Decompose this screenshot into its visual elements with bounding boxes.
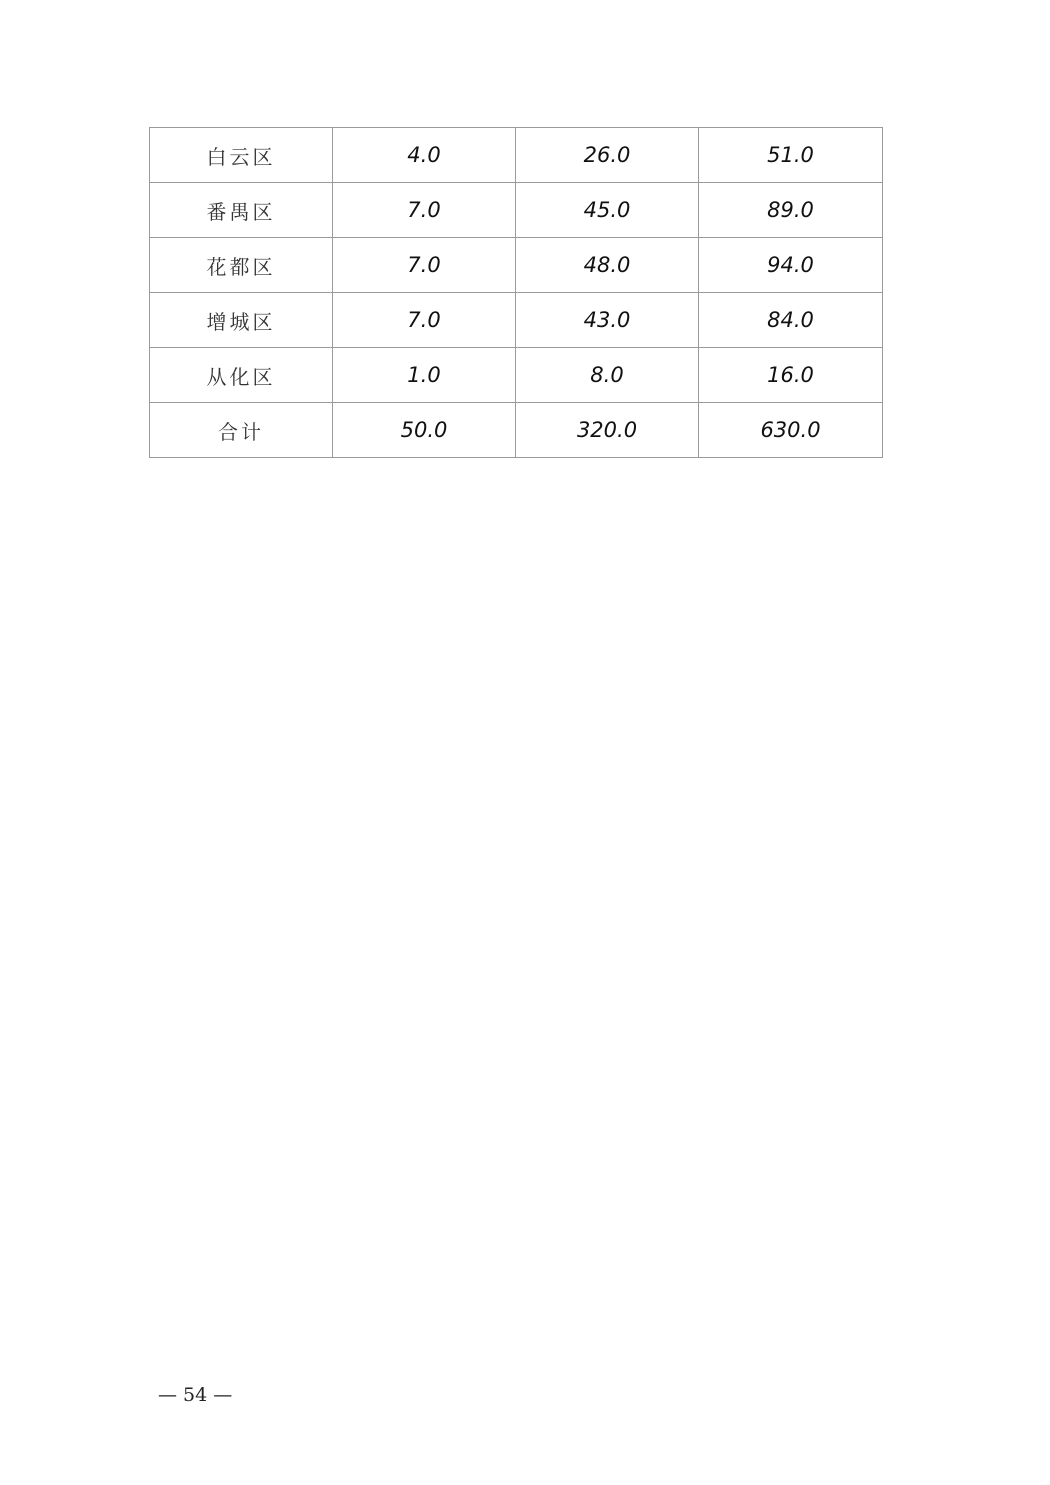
total-value-cell: 50.0: [333, 403, 516, 458]
value-cell: 4.0: [333, 128, 516, 183]
value-cell: 84.0: [699, 293, 883, 348]
table-row-total: [150, 403, 883, 458]
district-name-cell: 花都区: [150, 238, 333, 293]
value-cell: 1.0: [333, 348, 516, 403]
table-row: [150, 293, 883, 348]
total-value-cell: 630.0: [699, 403, 883, 458]
table-row: [150, 348, 883, 403]
value-cell: 7.0: [333, 293, 516, 348]
value-cell: 8.0: [516, 348, 699, 403]
district-name-cell: 白云区: [150, 128, 333, 183]
table-row: [150, 238, 883, 293]
value-cell: 89.0: [699, 183, 883, 238]
value-cell: 16.0: [699, 348, 883, 403]
district-name-cell: 从化区: [150, 348, 333, 403]
table-row: [150, 128, 883, 183]
value-cell: 94.0: [699, 238, 883, 293]
value-cell: 51.0: [699, 128, 883, 183]
total-value-cell: 320.0: [516, 403, 699, 458]
value-cell: 43.0: [516, 293, 699, 348]
value-cell: 26.0: [516, 128, 699, 183]
total-label-cell: 合计: [150, 403, 333, 458]
page-number: — 54 —: [158, 1384, 233, 1406]
district-data-table: [149, 127, 883, 458]
district-name-cell: 增城区: [150, 293, 333, 348]
value-cell: 7.0: [333, 183, 516, 238]
value-cell: 48.0: [516, 238, 699, 293]
table-row: [150, 183, 883, 238]
value-cell: 7.0: [333, 238, 516, 293]
district-name-cell: 番禺区: [150, 183, 333, 238]
value-cell: 45.0: [516, 183, 699, 238]
